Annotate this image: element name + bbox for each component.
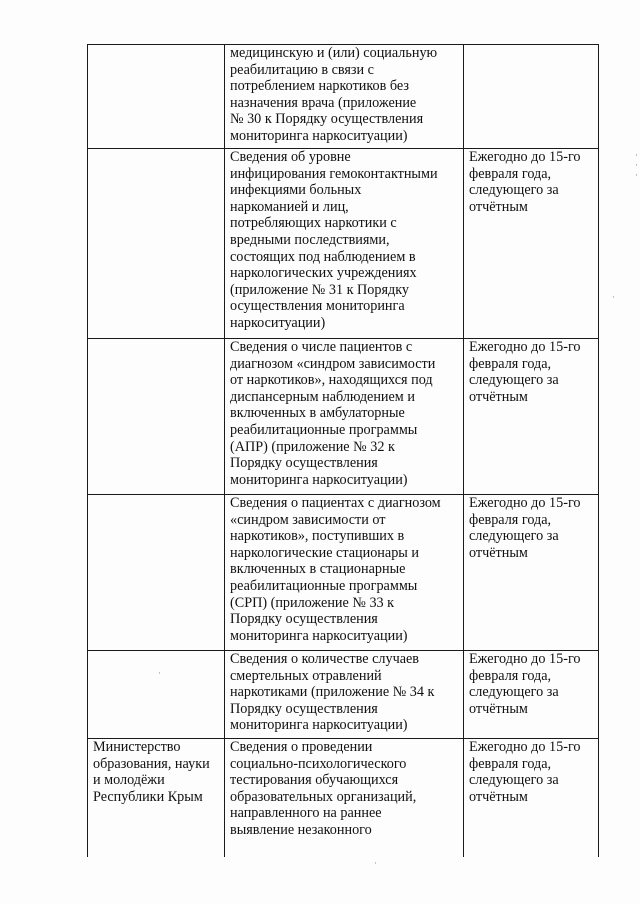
table-row: [88, 149, 599, 339]
deadline-text: Ежегодно до 15-го февраля года, следующего за отчётным: [469, 495, 581, 561]
table-row: [88, 45, 599, 149]
description-text: медицинскую и (или) социальную реабилитацию в связи с потреблением наркотиков без назначения врача (приложение № 30 к Порядку осуществления мониторинга наркоситуации): [230, 45, 438, 144]
description-text: Сведения о числе пациентов с диагнозом «синдром зависимости от наркотиков», находящихся под диспансерным наблюдением и включенных в амбулаторные реабилитационные программы (АПР) (приложение № 32 к Порядку осуществления мониторинга наркоситуации): [230, 339, 436, 488]
description-cell: [225, 339, 464, 495]
description-text: Сведения о количестве случаев смертельных отравлений наркотиками (приложение № 34 к Порядку осуществления мониторинга наркоситуации): [230, 651, 435, 734]
department-cell: [88, 149, 225, 339]
department-cell: [88, 651, 225, 739]
deadline-text: Ежегодно до 15-го февраля года, следующего за отчётным: [469, 339, 581, 405]
scan-speck: ·: [612, 292, 615, 302]
deadline-cell: [464, 495, 599, 651]
table-row: [88, 495, 599, 651]
scan-margin-mark: · · ·: [635, 150, 638, 180]
department-cell: [88, 339, 225, 495]
description-cell: [225, 149, 464, 339]
deadline-cell: [464, 651, 599, 739]
department-cell: [88, 495, 225, 651]
deadline-text: Ежегодно до 15-го февраля года, следующего за отчётным: [469, 149, 581, 215]
scan-speck: ·: [374, 858, 377, 868]
deadline-cell: [464, 339, 599, 495]
description-cell: [225, 651, 464, 739]
table-row: [88, 739, 599, 858]
department-cell: [88, 739, 225, 858]
deadline-text: Ежегодно до 15-го февраля года, следующего за отчётным: [469, 651, 581, 717]
table-row: [88, 651, 599, 739]
description-text: Сведения о пациентах с диагнозом «синдром зависимости от наркотиков», поступивших в наркологические стационары и включенных в стационарные реабилитационные программы (СРП) (приложение № 33 к Порядку осуществления мониторинга наркоситуации): [230, 495, 441, 644]
deadline-text: Ежегодно до 15-го февраля года, следующего за отчётным: [469, 739, 581, 805]
deadline-cell: [464, 739, 599, 858]
deadline-cell: [464, 45, 599, 149]
description-cell: [225, 495, 464, 651]
description-cell: [225, 739, 464, 858]
department-text: Министерство образования, науки и молодёжи Республики Крым: [93, 739, 210, 805]
description-cell: [225, 45, 464, 149]
department-cell: [88, 45, 225, 149]
scan-speck: ·: [158, 668, 161, 678]
monitoring-table: [87, 44, 599, 857]
description-text: Сведения об уровне инфицирования гемоконтактными инфекциями больных наркоманией и лиц, потребляющих наркотики с вредными последствиями, состоящих под наблюдением в наркологических учреждениях (приложение № 31 к Порядку осуществления мониторинга наркоситуации): [230, 149, 438, 331]
deadline-cell: [464, 149, 599, 339]
table-row: [88, 339, 599, 495]
description-text: Сведения о проведении социально-психологического тестирования обучающихся образовательных организаций, направленного на раннее выявление незаконного: [230, 739, 417, 838]
